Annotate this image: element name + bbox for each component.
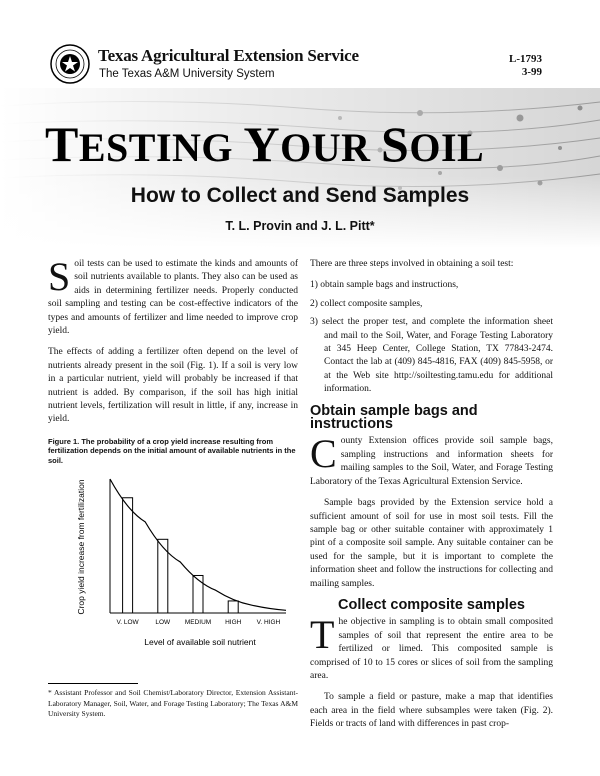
step-item: 3) select the proper test, and complete the information sheet and mail to the Soil, Water, and Forage Testing Laboratory at 345 Heep Center, College Station, TX 77843-2474. Contact the lab at (409) 845-4816, FAX (409) 845-5958, or at the Web site http://soiltesting.tamu.edu for additional information.: [310, 317, 553, 395]
texas-am-seal-icon: [50, 44, 90, 84]
page-title: [45, 115, 484, 173]
x-tick-label: V. LOW: [116, 619, 139, 627]
heading-collect: Collect composite samples: [338, 596, 525, 613]
chart-xlabel: Level of available soil nutrient: [144, 637, 256, 648]
figure-caption: Figure 1. The probability of a crop yield increase resulting from fertilization depends on the initial amount of available nutrients in the soil.: [48, 436, 296, 465]
collect-paragraph: [310, 612, 553, 683]
heading-obtain: Obtain sample bags and instructions: [310, 402, 478, 433]
collect-text: he objective in sampling is to obtain small composited samples of soil that represent the entire area to be fertilized or limed. This composited sample is comprised of 10 to 15 cores or slices of soil from the sampling area.: [310, 617, 553, 681]
effects-paragraph: The effects of adding a fertilizer often depend on the level of nutrients already present in the soil (Fig. 1). If a soil is very low in a particular nutrient, yield will probably be increased if that nutrient is added. By comparison, if the soil has high initial nutrient levels, fertilization will result in little, if any, increase in yield.: [48, 347, 298, 425]
title-part-2: OUR: [280, 125, 382, 170]
footnote-rule: [48, 683, 138, 684]
org-name: Texas Agricultural Extension Service: [98, 46, 359, 65]
dropcap-s: S: [48, 254, 71, 299]
title-cap-1: T: [45, 116, 79, 172]
title-cap-2: Y: [243, 116, 281, 172]
title-cap-3: S: [381, 116, 410, 172]
right-column: [310, 258, 553, 740]
obtain-paragraph: [310, 431, 553, 489]
figure-1-chart: [48, 475, 298, 665]
x-tick-label: MEDIUM: [184, 619, 212, 627]
chart-bar: [228, 601, 238, 613]
pub-date: 3-99: [521, 66, 542, 78]
dropcap-c: C: [310, 431, 337, 477]
pub-number: L-1793: [509, 53, 542, 65]
org-subtitle: The Texas A&M University System: [99, 68, 275, 80]
left-column: [48, 254, 298, 665]
steps-intro: There are three steps involved in obtaining a soil test:: [310, 259, 514, 269]
page-header: [0, 0, 600, 90]
chart-bar: [123, 498, 133, 613]
obtain-text: ounty Extension offices provide soil sample bags, sampling instructions and information sheets for mailing samples to the Soil, Water, and Forage Testing Laboratory of the Texas Agricultural Extension Service.: [310, 436, 553, 487]
title-part-3: OIL: [409, 125, 485, 170]
x-tick-label: HIGH: [225, 619, 242, 627]
intro-paragraph: [48, 254, 298, 338]
bags-paragraph: Sample bags provided by the Extension service hold a sufficient amount of soil for use in most soil tests. Fill the sample bag or other suitable container with approximately 1 pint of a composite soil sample. Any suitable container can be used for the sample, but it is important to complete the information sheet and follow the instructions for collecting and mailing samples.: [310, 498, 553, 589]
step-item: 1) obtain sample bags and instructions,: [310, 280, 459, 291]
title-part-1: ESTING: [78, 125, 244, 170]
steps-list: [310, 279, 553, 396]
authors: T. L. Provin and J. L. Pitt*: [225, 219, 375, 233]
step-item: 2) collect composite samples,: [310, 298, 423, 309]
x-tick-label: V. HIGH: [256, 619, 281, 627]
intro-text: oil tests can be used to estimate the kinds and amounts of soil nutrients available to plants. They also can be used as aids in determining fertilizer needs. Properly conducted soil sampling and testing can be cost-effective indicators of the types and amounts of fertilizer and lime needed to improve crop yield.: [48, 259, 298, 337]
chart-ylabel: Crop yield increase from fertilization: [76, 479, 86, 615]
dropcap-t: T: [310, 612, 335, 658]
subtitle: How to Collect and Send Samples: [130, 184, 470, 207]
map-paragraph: To sample a field or pasture, make a map that identifies each area in the field where subsamples were taken (Fig. 2). Fields or tracts of land with differences in past crop-: [310, 692, 553, 730]
footnote: * Assistant Professor and Soil Chemist/Laboratory Director, Extension Assistant-Laboratory Manager, Soil, Water, and Forage Testing Laboratory; The Texas A&M University System.: [48, 688, 298, 718]
x-tick-label: LOW: [155, 619, 171, 627]
chart-bar: [193, 576, 203, 614]
publication-number: [509, 53, 542, 79]
